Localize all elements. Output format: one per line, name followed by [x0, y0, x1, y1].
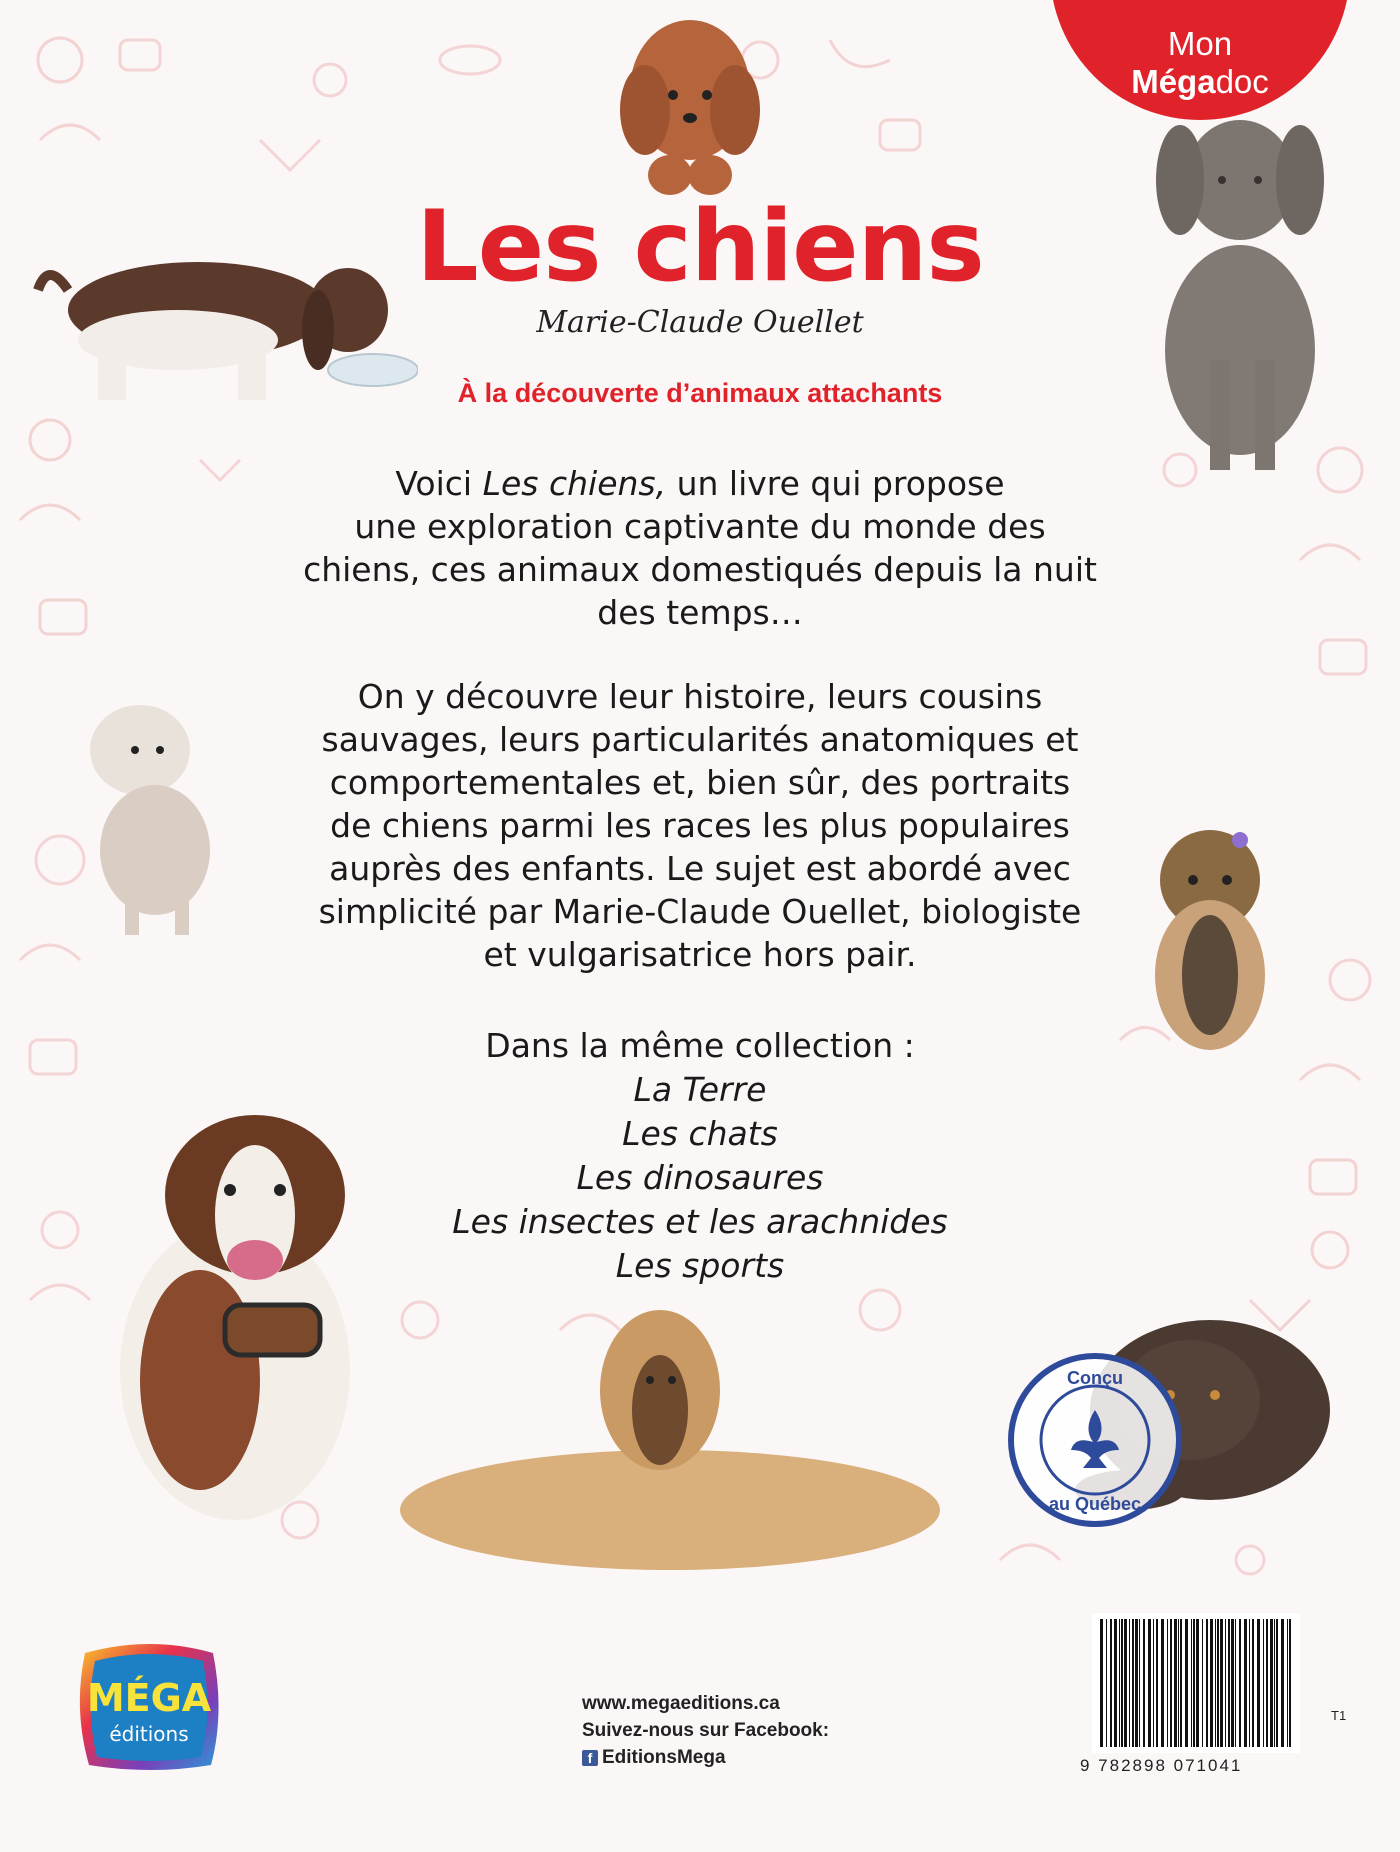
intro-book-title: Les chiens, — [482, 464, 667, 503]
series-name-line1: Mon — [1167, 25, 1233, 62]
barcode-bar — [1153, 1619, 1154, 1747]
facebook-icon: f — [582, 1750, 598, 1766]
isbn-number: 9 782898 071041 — [1080, 1756, 1243, 1775]
barcode-bar — [1217, 1619, 1219, 1747]
barcode-bar — [1239, 1619, 1241, 1747]
barcode-bars — [1092, 1613, 1300, 1753]
barcode-bar — [1174, 1619, 1177, 1747]
website-link[interactable]: www.megaeditions.ca — [582, 1693, 780, 1714]
barcode-bar — [1266, 1619, 1268, 1747]
barcode — [1092, 1613, 1300, 1753]
description-line: et vulgarisatrice hors pair. — [483, 935, 917, 974]
barcode-bar — [1100, 1619, 1103, 1747]
collection-item: La Terre — [633, 1070, 767, 1109]
barcode-bar — [1139, 1619, 1140, 1747]
intro-line-1: Voici Les chiens, un livre qui propose — [395, 464, 1005, 503]
author-name: Marie-Claude Ouellet — [536, 305, 864, 340]
barcode-bar — [1249, 1619, 1250, 1747]
poodle-puppy-image — [615, 0, 765, 200]
barcode-bar — [1161, 1619, 1164, 1747]
afghan-hound-image — [400, 1300, 950, 1590]
barcode-bar — [1124, 1619, 1127, 1747]
facebook-handle: EditionsMega — [602, 1747, 726, 1768]
barcode-code: T1 — [1331, 1708, 1347, 1723]
barcode-bar — [1170, 1619, 1172, 1747]
description-line: sauvages, leurs particularités anatomiques et — [321, 720, 1079, 759]
collection-list — [200, 1024, 1200, 1288]
barcode-bar — [1148, 1619, 1151, 1747]
barcode-bar — [1202, 1619, 1203, 1747]
barcode-bar — [1220, 1619, 1223, 1747]
barcode-bar — [1235, 1619, 1236, 1747]
barcode-bar — [1180, 1619, 1182, 1747]
barcode-bar — [1132, 1619, 1134, 1747]
logo-editions-text: éditions — [109, 1722, 189, 1746]
barcode-bar — [1252, 1619, 1254, 1747]
barcode-bar — [1270, 1619, 1273, 1747]
barcode-bar — [1206, 1619, 1208, 1747]
tagline: À la découverte d’animaux attachants — [457, 378, 943, 408]
barcode-bar — [1193, 1619, 1195, 1747]
series-name-line2: Mégadoc — [1131, 63, 1269, 100]
barcode-bar — [1119, 1619, 1120, 1747]
barcode-bar — [1289, 1619, 1291, 1747]
seal-top-text: Conçu — [1067, 1368, 1123, 1388]
logo-mega-text: MÉGA — [86, 1676, 212, 1720]
barcode-bar — [1281, 1619, 1284, 1747]
follow-text: Suivez-nous sur Facebook: — [582, 1720, 830, 1741]
barcode-bar — [1257, 1619, 1260, 1747]
barcode-bar — [1110, 1619, 1112, 1747]
mega-editions-logo — [73, 1633, 223, 1771]
quebec-seal — [1005, 1350, 1185, 1530]
collection-item: Les dinosaures — [576, 1158, 824, 1197]
intro-line-4: des temps… — [597, 593, 803, 632]
intro-line-2: une exploration captivante du monde des — [354, 507, 1046, 546]
barcode-bar — [1167, 1619, 1168, 1747]
barcode-bar — [1106, 1619, 1107, 1747]
barcode-bar — [1210, 1619, 1213, 1747]
collection-item: Les sports — [615, 1246, 785, 1285]
barcode-bar — [1196, 1619, 1199, 1747]
barcode-bar — [1178, 1619, 1179, 1747]
barcode-bar — [1135, 1619, 1138, 1747]
barcode-bar — [1143, 1619, 1145, 1747]
barcode-bar — [1121, 1619, 1123, 1747]
description-paragraph — [200, 675, 1200, 976]
barcode-bar — [1228, 1619, 1230, 1747]
barcode-bar — [1287, 1619, 1288, 1747]
barcode-bar — [1225, 1619, 1226, 1747]
barcode-bar — [1263, 1619, 1264, 1747]
intro-line-3: chiens, ces animaux domestiqués depuis la nuit — [303, 550, 1097, 589]
description-line: de chiens parmi les races les plus populaires — [330, 806, 1070, 845]
barcode-bar — [1274, 1619, 1275, 1747]
barcode-bar — [1276, 1619, 1278, 1747]
intro-paragraph — [200, 462, 1200, 634]
facebook-link[interactable] — [582, 1747, 726, 1769]
barcode-bar — [1191, 1619, 1192, 1747]
book-title: Les chiens — [416, 190, 984, 304]
seal-bottom-text: au Québec — [1048, 1494, 1142, 1514]
barcode-bar — [1185, 1619, 1188, 1747]
description-line: On y découvre leur histoire, leurs cousins — [357, 677, 1043, 716]
description-line: comportementales et, bien sûr, des portraits — [329, 763, 1071, 802]
barcode-bar — [1231, 1619, 1234, 1747]
barcode-bar — [1129, 1619, 1130, 1747]
description-line: simplicité par Marie-Claude Ouellet, biologiste — [318, 892, 1082, 931]
barcode-bar — [1114, 1619, 1117, 1747]
barcode-bar — [1156, 1619, 1158, 1747]
collection-item: Les chats — [622, 1114, 778, 1153]
barcode-bar — [1215, 1619, 1216, 1747]
collection-item: Les insectes et les arachnides — [452, 1202, 948, 1241]
collection-heading: Dans la même collection : — [485, 1026, 915, 1065]
description-line: auprès des enfants. Le sujet est abordé avec — [329, 849, 1071, 888]
barcode-bar — [1244, 1619, 1247, 1747]
